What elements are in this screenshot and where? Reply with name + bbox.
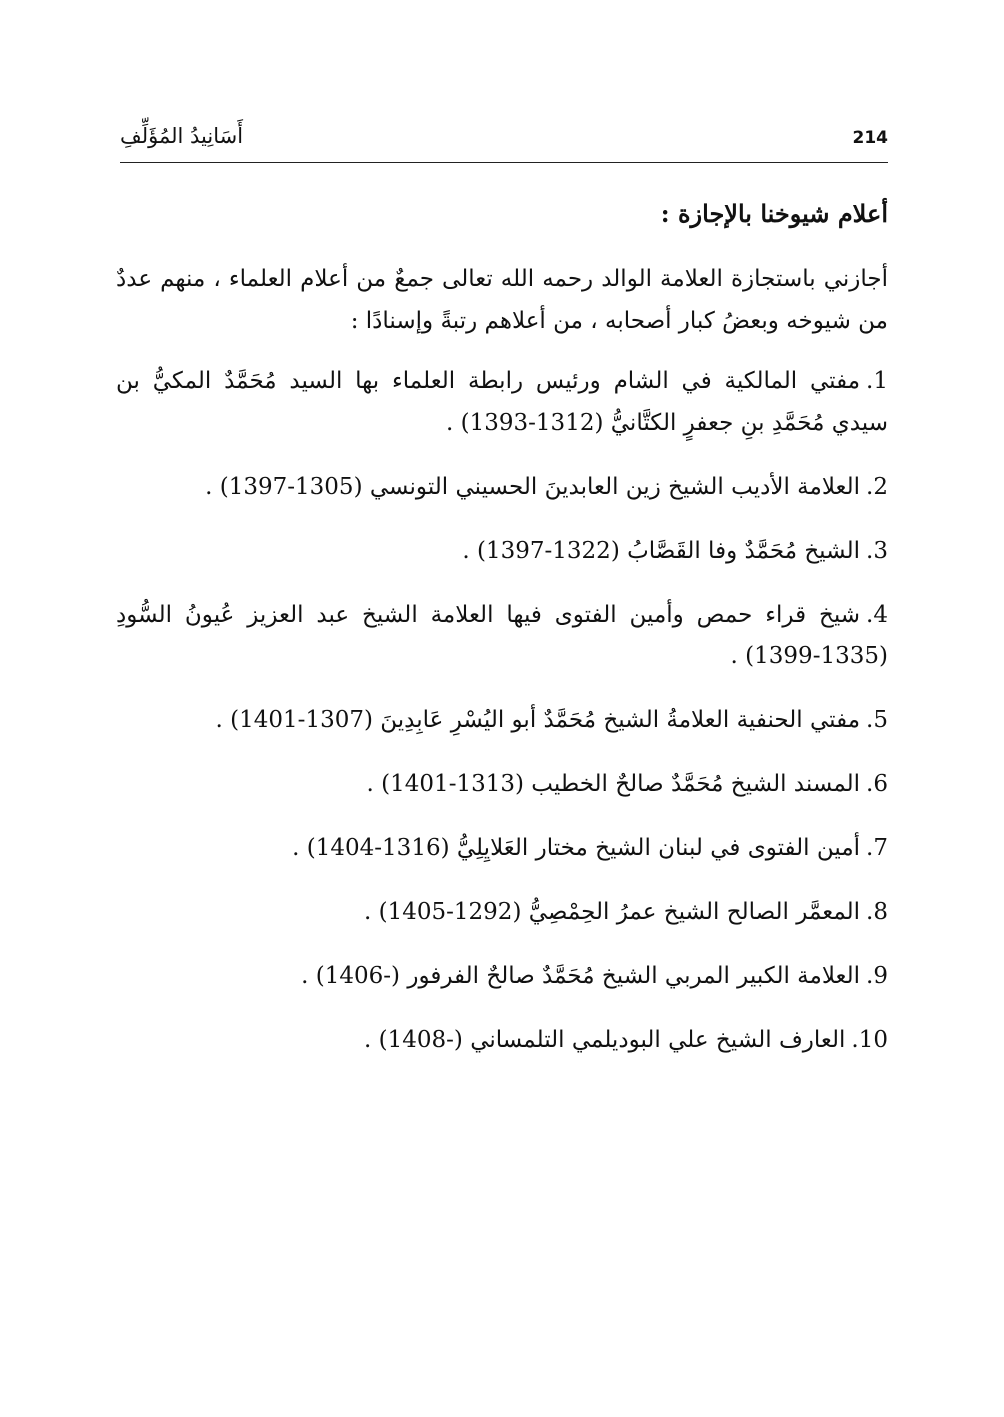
list-item-text: مفتي المالكية في الشام ورئيس رابطة العلماء بها السيد مُحَمَّدٌ المكيُّ بن سيدي مُحَمَّدِ بنِ جعفرٍ الكتَّانيُّ (1312-1393) . xyxy=(116,368,888,436)
list-item-number: 2. xyxy=(866,473,888,500)
list-item xyxy=(116,892,888,934)
list-item-text: شيخ قراء حمص وأمين الفتوى فيها العلامة الشيخ عبد العزيز عُيونُ السُّودِ (1335-1399) . xyxy=(116,601,888,670)
scholar-list xyxy=(116,361,888,1061)
running-header-title: أَسَانِيدُ المُؤَلِّفِ xyxy=(120,124,244,148)
list-item-text: العارف الشيخ علي البوديلمي التلمساني (-1408) . xyxy=(363,1026,846,1053)
list-item-text: المسند الشيخ مُحَمَّدٌ صالحٌ الخطيب (1313-1401) . xyxy=(366,771,861,798)
list-item-number: 7. xyxy=(866,834,888,861)
list-item-number: 5. xyxy=(866,707,888,734)
section-heading: أعلام شيوخنا بالإجازة : xyxy=(660,199,888,228)
list-item xyxy=(116,595,888,679)
list-item-text: العلامة الأديب الشيخ زين العابدينَ الحسيني التونسي (1305-1397) . xyxy=(205,473,861,500)
list-item-text: الشيخ مُحَمَّدٌ وفا القَصَّابُ (1322-1397) . xyxy=(462,537,861,564)
list-item-number: 6. xyxy=(866,771,888,798)
list-item xyxy=(116,700,888,742)
list-item xyxy=(116,1020,888,1062)
intro-paragraph: أجازني باستجازة العلامة الوالد رحمه الله تعالى جمعٌ من أعلام العلماء ، منهم عددٌ من شيوخه وبعضُ كبار أصحابه ، من أعلاهم رتبةً وإسنادًا : xyxy=(116,266,888,335)
list-item xyxy=(116,956,888,998)
page-content xyxy=(116,195,888,1083)
page-number: 214 xyxy=(852,128,888,148)
list-item-number: 9. xyxy=(866,962,888,989)
list-item xyxy=(116,764,888,806)
list-item-text: المعمَّر الصالح الشيخ عمرُ الحِمْصِيُّ (1292-1405) . xyxy=(363,898,861,925)
list-item-number: 8. xyxy=(866,898,888,925)
list-item xyxy=(116,531,888,573)
list-item-number: 1. xyxy=(866,368,888,395)
list-item-text: مفتي الحنفية العلامةُ الشيخ مُحَمَّدٌ أبو اليُسْرِ عَابِدِينَ (1307-1401) . xyxy=(215,707,861,734)
list-item xyxy=(116,467,888,509)
list-item xyxy=(116,361,888,445)
page-header xyxy=(120,118,888,163)
list-item-number: 3. xyxy=(866,537,888,564)
list-item-text: العلامة الكبير المربي الشيخ مُحَمَّدٌ صالحٌ الفرفور (-1406) . xyxy=(301,962,861,989)
list-item-number: 10. xyxy=(851,1026,888,1053)
list-item-text: أمين الفتوى في لبنان الشيخ مختار العَلايِلِيُّ (1316-1404) . xyxy=(292,834,861,861)
list-item-number: 4. xyxy=(866,601,888,628)
list-item xyxy=(116,828,888,870)
